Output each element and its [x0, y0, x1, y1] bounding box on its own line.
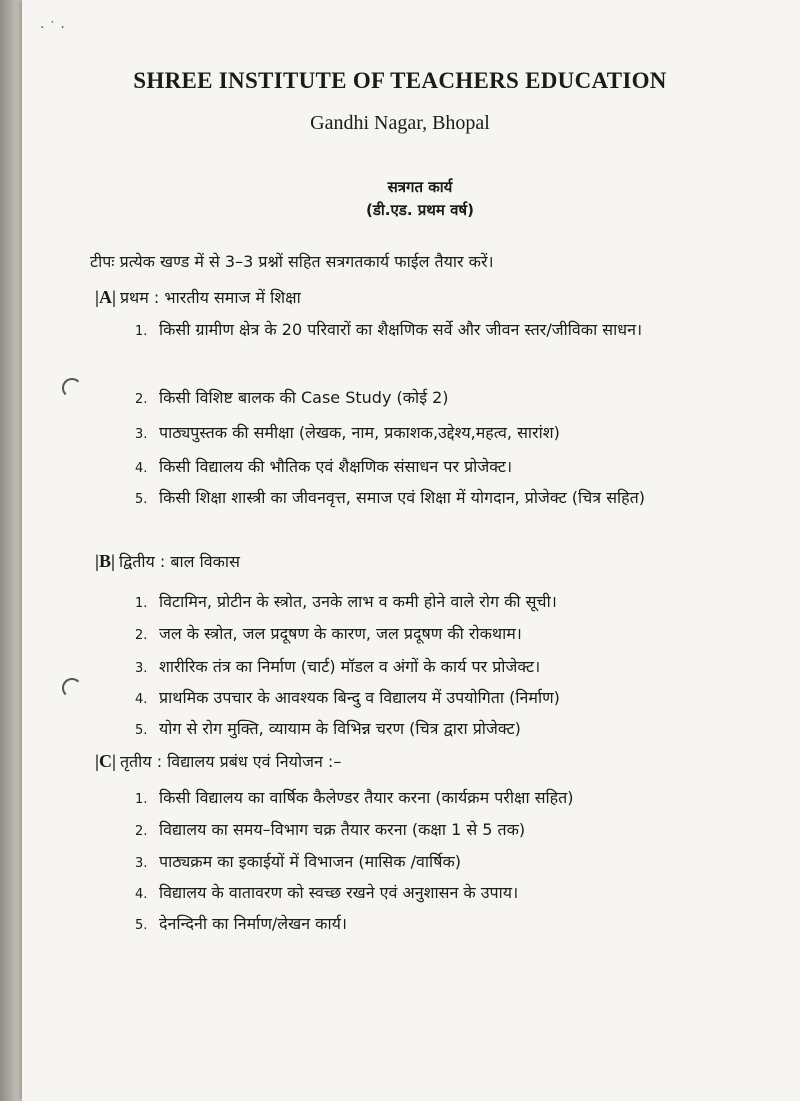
- item-number: 5.: [135, 492, 148, 507]
- item-number: 4.: [135, 887, 148, 902]
- scan-specks: · ˙ ·: [40, 20, 65, 36]
- section-marker: |A|: [95, 287, 116, 307]
- item-number: 2.: [135, 628, 148, 643]
- item-number: 4.: [135, 692, 148, 707]
- item-text: किसी शिक्षा शास्त्री का जीवनवृत्त, समाज एवं शिक्षा में योगदान, प्रोजेक्ट (चित्र सहित): [159, 488, 646, 507]
- item-number: 2.: [135, 392, 148, 407]
- item-text: किसी विशिष्ट बालक की Case Study (कोई 2): [159, 388, 449, 407]
- item-number: 3.: [135, 427, 148, 442]
- item-text: किसी विद्यालय का वार्षिक कैलेण्डर तैयार करना (कार्यक्रम परीक्षा सहित): [159, 788, 574, 807]
- list-item: [135, 421, 560, 443]
- list-item: [135, 717, 521, 739]
- item-text: देनन्दिनी का निर्माण/लेखन कार्य।: [159, 914, 347, 933]
- institute-location: Gandhi Nagar, Bhopal: [310, 112, 490, 134]
- list-item: [135, 850, 461, 872]
- item-number: 3.: [135, 661, 148, 676]
- section-title: द्वितीय : बाल विकास: [118, 552, 240, 571]
- document-heading: सत्रगत कार्य: [387, 178, 453, 196]
- item-text: विटामिन, प्रोटीन के स्त्रोत, उनके लाभ व कमी होने वाले रोग की सूची।: [159, 592, 557, 611]
- item-number: 3.: [135, 856, 148, 871]
- item-text: पाठ्यपुस्तक की समीक्षा (लेखक, नाम, प्रकाशक,उद्देश्य,महत्व, सारांश): [159, 423, 560, 442]
- page-edge-shadow: [0, 0, 22, 1101]
- section-title: तृतीय : विद्यालय प्रबंध एवं नियोजन :–: [119, 752, 342, 771]
- item-text: प्राथमिक उपचार के आवश्यक बिन्दु व विद्यालय में उपयोगिता (निर्माण): [159, 688, 560, 707]
- list-item: [135, 590, 557, 612]
- list-item: [135, 881, 518, 903]
- item-text: योग से रोग मुक्ति, व्यायाम के विभिन्न चरण (चित्र द्वारा प्रोजेक्ट): [159, 719, 521, 738]
- item-text: किसी विद्यालय की भौतिक एवं शैक्षणिक संसाधन पर प्रोजेक्ट।: [159, 457, 513, 476]
- institute-name: SHREE INSTITUTE OF TEACHERS EDUCATION: [133, 68, 667, 93]
- item-number: 5.: [135, 723, 148, 738]
- item-number: 2.: [135, 824, 148, 839]
- item-number: 4.: [135, 461, 148, 476]
- item-text: विद्यालय के वातावरण को स्वच्छ रखने एवं अनुशासन के उपाय।: [159, 883, 519, 902]
- list-item: [135, 912, 347, 934]
- course-name: (डी.एड. प्रथम वर्ष): [366, 201, 474, 219]
- section-title: प्रथम : भारतीय समाज में शिक्षा: [119, 288, 301, 307]
- item-text: जल के स्त्रोत, जल प्रदूषण के कारण, जल प्रदूषण की रोकथाम।: [159, 624, 522, 643]
- punch-hole: [62, 678, 82, 698]
- list-item: [135, 786, 574, 808]
- instruction-note: टीपः प्रत्येक खण्ड में से 3–3 प्रश्नों सहित सत्रगतकार्य फाईल तैयार करें।: [90, 252, 494, 271]
- item-number: 1.: [135, 596, 148, 611]
- punch-hole: [62, 378, 82, 398]
- list-item: [135, 483, 735, 515]
- section-b-heading: [95, 550, 240, 572]
- list-item: [135, 622, 522, 644]
- list-item: [135, 455, 512, 477]
- section-a-heading: [95, 286, 301, 308]
- list-item: [135, 315, 735, 347]
- list-item: [135, 818, 525, 840]
- list-item: [135, 655, 540, 677]
- item-number: 1.: [135, 792, 148, 807]
- section-marker: |C|: [95, 751, 116, 771]
- section-c-heading: [95, 750, 341, 772]
- item-text: किसी ग्रामीण क्षेत्र के 20 परिवारों का शैक्षणिक सर्वे और जीवन स्तर/जीविका साधन।: [159, 320, 643, 339]
- list-item: [135, 686, 560, 708]
- item-number: 1.: [135, 324, 148, 339]
- item-text: विद्यालय का समय–विभाग चक्र तैयार करना (कक्षा 1 से 5 तक): [159, 820, 526, 839]
- item-number: 5.: [135, 918, 148, 933]
- item-text: शारीरिक तंत्र का निर्माण (चार्ट) मॉडल व अंगों के कार्य पर प्रोजेक्ट।: [159, 657, 541, 676]
- section-marker: |B|: [95, 551, 115, 571]
- list-item: [135, 386, 449, 408]
- item-text: पाठ्यक्रम का इकाईयों में विभाजन (मासिक /वार्षिक): [159, 852, 461, 871]
